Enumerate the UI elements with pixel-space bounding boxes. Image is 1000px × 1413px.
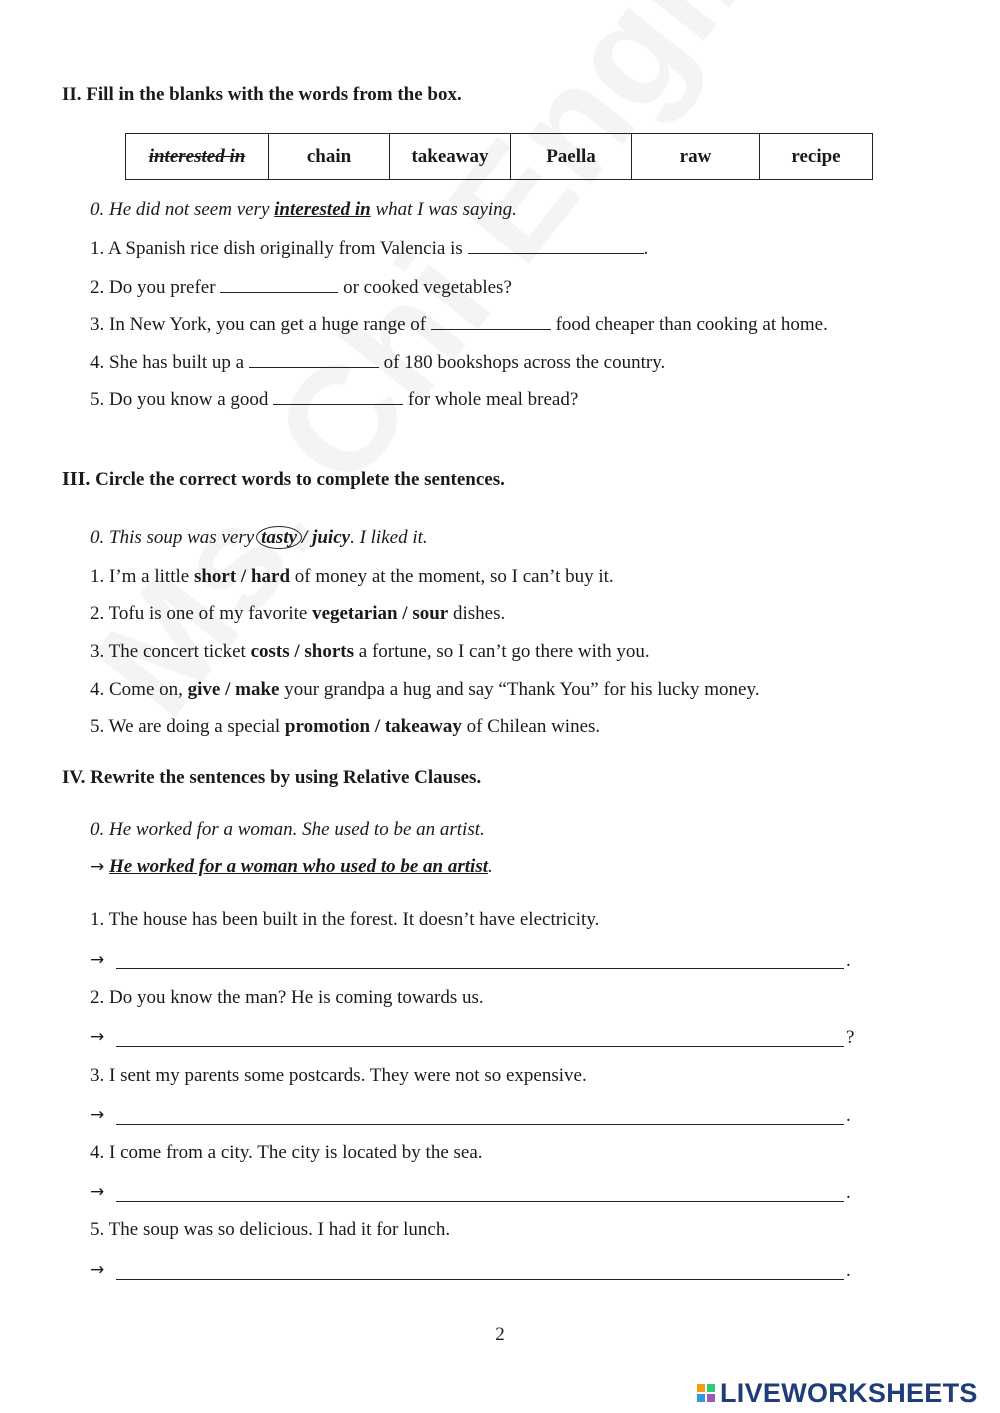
blank-field[interactable] [220, 277, 338, 293]
logo-text: LIVEWORKSHEETS [720, 1377, 978, 1408]
answer-line-3[interactable] [116, 1124, 844, 1125]
choice-words[interactable]: costs / shorts [250, 641, 355, 662]
section-4-heading: IV. Rewrite the sentences by using Relative Clauses. [62, 767, 482, 788]
answer-line-2[interactable] [116, 1046, 844, 1047]
word-box-item: Paella [511, 134, 632, 180]
answer-line-4[interactable] [116, 1201, 844, 1202]
rewrite-prompt-5: 5. The soup was so delicious. I had it for lunch. [90, 1219, 451, 1240]
logo-square [697, 1384, 705, 1392]
blank-field[interactable] [249, 352, 379, 368]
word-box-item: recipe [760, 134, 873, 180]
circle-item-5: 5. We are doing a special promotion / takeaway of Chilean wines. [90, 716, 601, 737]
logo-square [707, 1394, 715, 1402]
word-box-item: raw [632, 134, 760, 180]
logo-square [697, 1394, 705, 1402]
arrow-icon: → [90, 1027, 105, 1047]
section-3-example: 0. This soup was very tasty / juicy. I liked it. [90, 527, 428, 548]
section-4-example-prompt: 0. He worked for a woman. She used to be an artist. [90, 819, 485, 840]
circle-item-2: 2. Tofu is one of my favorite vegetarian / sour dishes. [90, 603, 506, 624]
word-box-item: interested in [126, 134, 269, 180]
circle-item-3: 3. The concert ticket costs / shorts a fortune, so I can’t go there with you. [90, 641, 650, 662]
word-box-item: chain [269, 134, 390, 180]
rewrite-prompt-1: 1. The house has been built in the forest. It doesn’t have electricity. [90, 909, 600, 930]
blank-field[interactable] [468, 238, 644, 254]
arrow-icon: → [90, 1105, 105, 1125]
end-punctuation: ? [846, 1027, 855, 1048]
rewrite-prompt-4: 4. I come from a city. The city is located by the sea. [90, 1142, 483, 1163]
choice-words[interactable]: give / make [187, 679, 280, 700]
arrow-icon: → [90, 1182, 105, 1202]
circle-item-4: 4. Come on, give / make your grandpa a hug and say “Thank You” for his lucky money. [90, 679, 760, 700]
fill-item-3: 3. In New York, you can get a huge range of food cheaper than cooking at home. [90, 314, 828, 335]
section-2-example: 0. He did not seem very interested in what I was saying. [90, 199, 517, 220]
answer-line-5[interactable] [116, 1279, 844, 1280]
arrow-icon: → [90, 857, 105, 877]
word-box-item: takeaway [390, 134, 511, 180]
answer-line-1[interactable] [116, 968, 844, 969]
blank-field[interactable] [431, 314, 551, 330]
section-4-example-answer: → He worked for a woman who used to be an artist. [90, 856, 493, 877]
liveworksheets-logo[interactable] [697, 1376, 978, 1410]
end-punctuation: . [846, 1182, 851, 1203]
arrow-icon: → [90, 1260, 105, 1280]
end-punctuation: . [846, 1260, 851, 1281]
logo-square [707, 1384, 715, 1392]
word-box [125, 133, 873, 180]
rewrite-prompt-3: 3. I sent my parents some postcards. They were not so expensive. [90, 1065, 587, 1086]
logo-grid-icon [697, 1384, 715, 1402]
section-3-heading: III. Circle the correct words to complete the sentences. [62, 468, 505, 490]
choice-words[interactable]: vegetarian / sour [312, 603, 449, 624]
rewrite-prompt-2: 2. Do you know the man? He is coming towards us. [90, 987, 484, 1008]
fill-item-2: 2. Do you prefer or cooked vegetables? [90, 277, 512, 298]
end-punctuation: . [846, 1105, 851, 1126]
choice-words[interactable]: promotion / takeaway [284, 716, 462, 737]
section-2-heading: II. Fill in the blanks with the words from the box. [62, 84, 462, 105]
end-punctuation: . [846, 950, 851, 971]
circled-answer: tasty [256, 526, 302, 549]
choice-words[interactable]: short / hard [193, 566, 291, 587]
arrow-icon: → [90, 950, 105, 970]
fill-item-4: 4. She has built up a of 180 bookshops across the country. [90, 352, 666, 373]
fill-item-5: 5. Do you know a good for whole meal bread? [90, 389, 579, 410]
fill-item-1: 1. A Spanish rice dish originally from Valencia is . [90, 238, 649, 259]
circle-item-1: 1. I’m a little short / hard of money at the moment, so I can’t buy it. [90, 566, 614, 587]
page-number: 2 [495, 1324, 505, 1345]
blank-field[interactable] [273, 389, 403, 405]
